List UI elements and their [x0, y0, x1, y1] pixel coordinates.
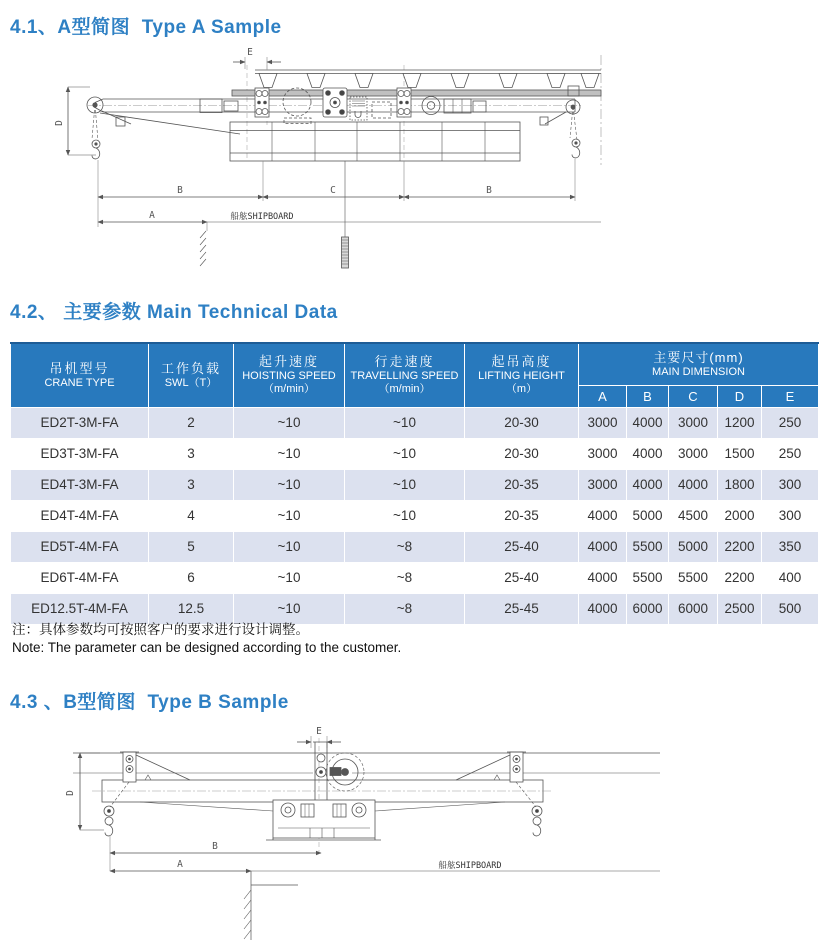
value-cell: 3000: [669, 407, 718, 438]
header-main-dim-en: MAIN DIMENSION: [652, 365, 745, 378]
type-a-drawing: [0, 45, 830, 295]
header-crane-type-en: CRANE TYPE: [44, 376, 115, 389]
crane-type-cell: ED2T-3M-FA: [11, 407, 149, 438]
value-cell: 20-30: [465, 438, 579, 469]
table-body: [11, 407, 819, 624]
value-cell: ~10: [234, 407, 345, 438]
note-zh: 注：具体参数均可按照客户的要求进行设计调整。: [12, 622, 309, 637]
header-hoisting-en: HOISTING SPEED: [242, 370, 336, 383]
value-cell: ~10: [234, 469, 345, 500]
value-cell: ~10: [345, 500, 465, 531]
header-main-dimension: [579, 343, 819, 385]
header-hoisting-zh: 起升速度: [258, 353, 319, 369]
table-row: [11, 407, 819, 438]
value-cell: 1800: [718, 469, 762, 500]
header-lifting-unit: （m）: [505, 383, 538, 396]
value-cell: 6: [149, 562, 234, 593]
value-cell: 250: [762, 407, 819, 438]
header-swl-zh: 工作负载: [160, 360, 221, 376]
value-cell: 5500: [627, 531, 669, 562]
value-cell: 5500: [627, 562, 669, 593]
table-row: [11, 438, 819, 469]
crane-type-cell: ED6T-4M-FA: [11, 562, 149, 593]
technical-data-table: [10, 342, 819, 625]
header-swl-en: SWL（T）: [164, 376, 218, 389]
value-cell: 3: [149, 438, 234, 469]
header-travelling-zh: 行走速度: [374, 353, 435, 369]
value-cell: ~8: [345, 593, 465, 624]
header-lifting-zh: 起吊高度: [491, 353, 552, 369]
value-cell: ~10: [345, 469, 465, 500]
value-cell: 25-45: [465, 593, 579, 624]
header-dim-d: D: [718, 385, 762, 407]
value-cell: 400: [762, 562, 819, 593]
header-travelling-unit: （m/min）: [378, 383, 431, 396]
shipboard-label-a: 船舷SHIPBOARD: [230, 212, 294, 222]
value-cell: 250: [762, 438, 819, 469]
value-cell: 12.5: [149, 593, 234, 624]
header-crane-type: [11, 343, 149, 407]
value-cell: 3000: [579, 438, 627, 469]
value-cell: 4000: [627, 469, 669, 500]
value-cell: 20-30: [465, 407, 579, 438]
value-cell: 4000: [579, 593, 627, 624]
dim-label-c-a: C: [330, 185, 336, 196]
value-cell: 4000: [579, 562, 627, 593]
dim-label-a-b: A: [177, 859, 183, 870]
header-swl: [149, 343, 234, 407]
header-crane-type-zh: 吊机型号: [49, 360, 110, 376]
value-cell: 4000: [627, 407, 669, 438]
dim-label-d-a: D: [54, 120, 65, 126]
shipboard-label-b: 船舷SHIPBOARD: [438, 861, 502, 871]
crane-a-linework: [68, 55, 601, 268]
value-cell: 4000: [579, 531, 627, 562]
value-cell: 5000: [627, 500, 669, 531]
value-cell: 3000: [579, 469, 627, 500]
value-cell: 4000: [627, 438, 669, 469]
dim-label-b2-a: B: [486, 185, 492, 196]
value-cell: 3: [149, 469, 234, 500]
value-cell: 1500: [718, 438, 762, 469]
header-dim-c: C: [669, 385, 718, 407]
section-4-2-title: 4.2、 主要参数 Main Technical Data: [10, 302, 338, 323]
value-cell: ~10: [234, 438, 345, 469]
header-dim-b: B: [627, 385, 669, 407]
table-row: [11, 531, 819, 562]
table-row: [11, 469, 819, 500]
value-cell: 3000: [579, 407, 627, 438]
value-cell: 350: [762, 531, 819, 562]
value-cell: ~10: [234, 500, 345, 531]
crane-type-cell: ED5T-4M-FA: [11, 531, 149, 562]
dim-label-b1-a: B: [177, 185, 183, 196]
dim-label-a-a: A: [149, 210, 155, 221]
value-cell: 2200: [718, 562, 762, 593]
value-cell: 4000: [579, 500, 627, 531]
crane-b-linework: [73, 736, 660, 940]
value-cell: 20-35: [465, 500, 579, 531]
header-main-dim-zh: 主要尺寸(mm): [653, 349, 744, 365]
value-cell: 2200: [718, 531, 762, 562]
value-cell: ~10: [234, 531, 345, 562]
value-cell: 4500: [669, 500, 718, 531]
section-4-3-title: 4.3 、B型简图 Type B Sample: [10, 692, 289, 713]
value-cell: ~10: [345, 438, 465, 469]
header-hoisting-unit: （m/min）: [263, 383, 315, 396]
dim-label-e-a: E: [247, 47, 253, 58]
value-cell: 5: [149, 531, 234, 562]
crane-type-cell: ED12.5T-4M-FA: [11, 593, 149, 624]
table-notes: [12, 621, 401, 657]
value-cell: 20-35: [465, 469, 579, 500]
type-b-drawing: [0, 725, 830, 950]
value-cell: ~10: [234, 562, 345, 593]
table-row: [11, 593, 819, 624]
crane-type-cell: ED4T-3M-FA: [11, 469, 149, 500]
value-cell: 5000: [669, 531, 718, 562]
value-cell: ~10: [345, 407, 465, 438]
value-cell: 5500: [669, 562, 718, 593]
value-cell: ~8: [345, 562, 465, 593]
note-en: Note: The parameter can be designed according to the customer.: [12, 640, 402, 656]
dim-label-b-b: B: [212, 841, 218, 852]
value-cell: 6000: [627, 593, 669, 624]
crane-type-cell: ED3T-3M-FA: [11, 438, 149, 469]
value-cell: 3000: [669, 438, 718, 469]
table-row: [11, 500, 819, 531]
value-cell: 1200: [718, 407, 762, 438]
table-row: [11, 562, 819, 593]
dim-label-e-b: E: [316, 726, 322, 737]
value-cell: ~10: [234, 593, 345, 624]
value-cell: 2: [149, 407, 234, 438]
value-cell: ~8: [345, 531, 465, 562]
value-cell: 300: [762, 500, 819, 531]
value-cell: 4000: [669, 469, 718, 500]
header-lifting-height: [465, 343, 579, 407]
header-travelling-speed: [345, 343, 465, 407]
value-cell: 25-40: [465, 562, 579, 593]
value-cell: 2000: [718, 500, 762, 531]
table-header: [11, 343, 819, 407]
header-travelling-en: TRAVELLING SPEED: [350, 370, 459, 383]
value-cell: 300: [762, 469, 819, 500]
crane-type-cell: ED4T-4M-FA: [11, 500, 149, 531]
dim-label-d-b: D: [65, 790, 76, 796]
header-lifting-en: LIFTING HEIGHT: [478, 370, 565, 383]
value-cell: 4: [149, 500, 234, 531]
value-cell: 500: [762, 593, 819, 624]
section-4-1-title: 4.1、A型简图 Type A Sample: [10, 17, 282, 38]
header-dim-e: E: [762, 385, 819, 407]
value-cell: 25-40: [465, 531, 579, 562]
value-cell: 6000: [669, 593, 718, 624]
value-cell: 2500: [718, 593, 762, 624]
header-dim-a: A: [579, 385, 627, 407]
header-hoisting-speed: [234, 343, 345, 407]
